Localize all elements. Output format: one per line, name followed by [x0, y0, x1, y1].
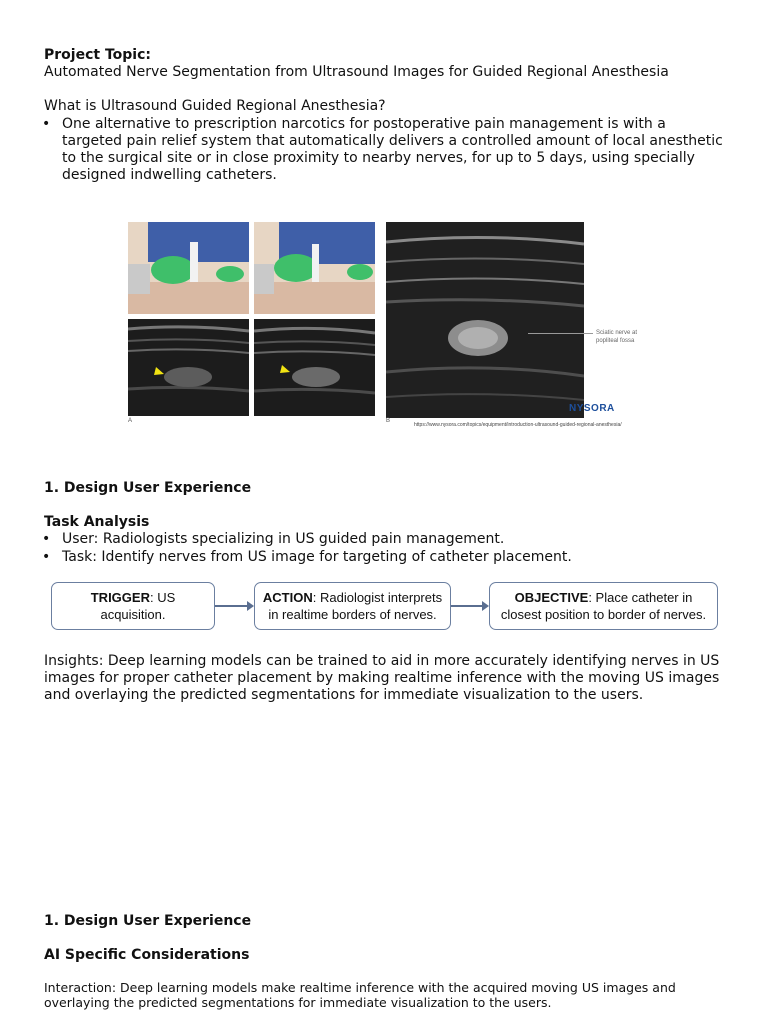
annotation-line	[528, 333, 593, 334]
objective-box	[489, 582, 718, 630]
task-bullet-text: User: Radiologists specializing in US guided pain management.	[62, 531, 505, 547]
task-bullet: • User: Radiologists specializing in US guided pain management.	[44, 531, 744, 548]
ultrasound-small-2	[254, 319, 375, 416]
insights-paragraph: Insights: Deep learning models can be trained to aid in more accurately identifying nerves in US images for proper catheter placement by making realtime inference with the moving US images and overlaying the predicted segmentations for immediate visualization to the users.	[44, 653, 720, 703]
project-topic-label: Project Topic:	[44, 47, 151, 63]
objective-text: : Place catheter in closest position to border of nerves.	[500, 590, 707, 622]
task-analysis-heading: Task Analysis	[44, 514, 150, 530]
action-text: : Radiologist interprets in realtime borders of nerves.	[268, 590, 443, 622]
task-bullet: • Task: Identify nerves from US image for targeting of catheter placement.	[44, 549, 744, 566]
intro-bullet-text: One alternative to prescription narcotics for postoperative pain management is with a targeted pain relief system that automatically delivers a controlled amount of local anesthetic to the surgical site or in close proximity to nearby nerves, for up to 5 days, using specially designed indwelling catheters.	[62, 116, 723, 183]
intro-question: What is Ultrasound Guided Regional Anesthesia?	[44, 98, 386, 114]
ultrasound-large	[386, 222, 584, 418]
figure-annotation: Sciatic nerve at popliteal fossa	[596, 330, 638, 344]
trigger-box	[51, 582, 215, 630]
objective-key: OBJECTIVE	[514, 590, 589, 605]
action-box	[254, 582, 451, 630]
section2-heading: 1. Design User Experience	[44, 913, 252, 929]
nysora-logo: NYSORA	[569, 403, 615, 414]
trigger-text: : US acquisition.	[100, 590, 176, 622]
interaction-paragraph: Interaction: Deep learning models make realtime inference with the acquired moving US images and overlaying the predicted segmentations for immediate visualization to the users.	[44, 980, 676, 1010]
arrow-action-objective	[451, 605, 487, 607]
ultrasound-small-1	[128, 319, 249, 416]
panel-a-label: A	[128, 418, 133, 424]
panel-b-label: B	[386, 418, 391, 424]
section1-heading: 1. Design User Experience	[44, 480, 252, 496]
project-title: Automated Nerve Segmentation from Ultrasound Images for Guided Regional Anesthesia	[44, 64, 669, 80]
ai-considerations-heading: AI Specific Considerations	[44, 947, 250, 963]
procedure-photo-2	[254, 222, 375, 314]
intro-bullet: • One alternative to prescription narcotics for postoperative pain management is with a targeted pain relief system that automatically delivers a controlled amount of local anesthetic to the surgical site or in close proximity to nearby nerves, for up to 5 days, using specially designed indwelling catheters.	[42, 116, 723, 183]
figure	[128, 222, 673, 432]
arrow-trigger-action	[215, 605, 252, 607]
task-bullet-text: Task: Identify nerves from US image for targeting of catheter placement.	[62, 549, 572, 565]
action-key: ACTION	[262, 590, 313, 605]
trigger-key: TRIGGER	[90, 590, 150, 605]
figure-source-link[interactable]: https://www.nysora.com/topics/equipment/introduction-ultrasound-guided-regional-anesthesia/	[414, 422, 622, 428]
procedure-photo-1	[128, 222, 249, 314]
